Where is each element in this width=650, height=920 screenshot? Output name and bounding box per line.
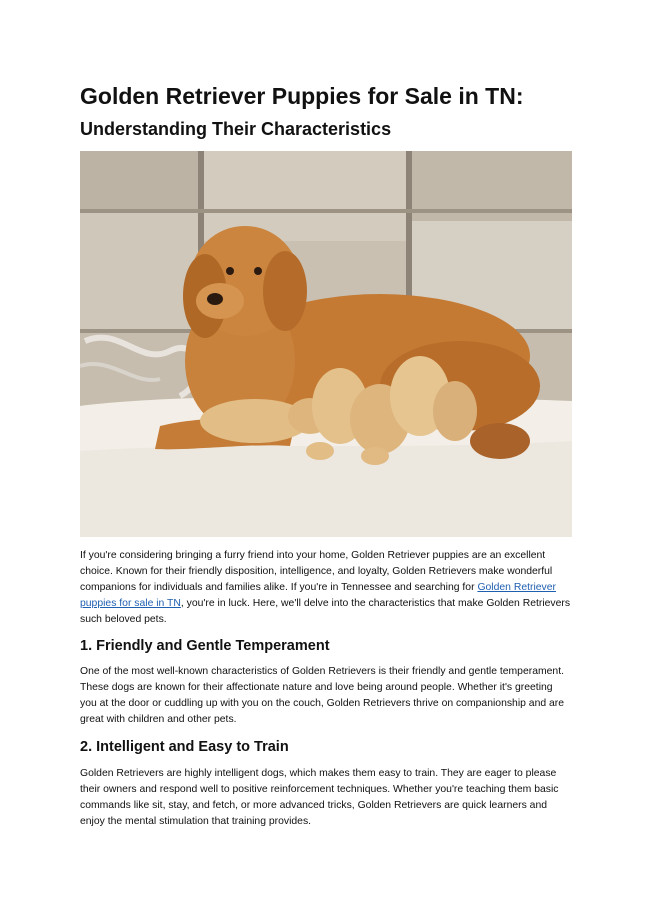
section-heading-training: 2. Intelligent and Easy to Train [80, 739, 289, 755]
page-title: Golden Retriever Puppies for Sale in TN: [80, 83, 524, 109]
intro-text-after: , you're in luck. Here, we'll delve into the characteristics that make Golden Retrievers such beloved pets. [80, 598, 571, 625]
puppies-for-sale-link[interactable]: Golden Retriever puppies for sale in TN [80, 582, 556, 609]
section-heading-temperament: 1. Friendly and Gentle Temperament [80, 638, 330, 654]
page-subtitle: Understanding Their Characteristics [80, 119, 392, 139]
photo-illustration [80, 151, 572, 537]
intro-text-before: If you're considering bringing a furry friend into your home, Golden Retriever puppies are an excellent choice. Known for their friendly disposition, intelligence, and loyalty, Golden Retrievers make wonderful companions for individuals and families alike. If you're in Tennessee and searching for [80, 550, 553, 593]
intro-paragraph [80, 548, 572, 628]
golden-retriever-photo [80, 151, 572, 537]
section-body-training: Golden Retrievers are highly intelligent dogs, which makes them easy to train. They are eager to please their owners and respond well to positive reinforcement techniques. Whether you're teaching them basic commands like sit, stay, and fetch, or more advanced tricks, Golden Retrievers are quick learners and enjoy the mental stimulation that training provides. [80, 768, 559, 827]
section-body-temperament: One of the most well-known characteristics of Golden Retrievers is their friendly and gentle temperament. These dogs are known for their affectionate nature and love being around people. Whether it's greeting you at the door or cuddling up with you on the couch, Golden Retrievers thrive on companionship and are great with children and other pets. [80, 666, 565, 725]
